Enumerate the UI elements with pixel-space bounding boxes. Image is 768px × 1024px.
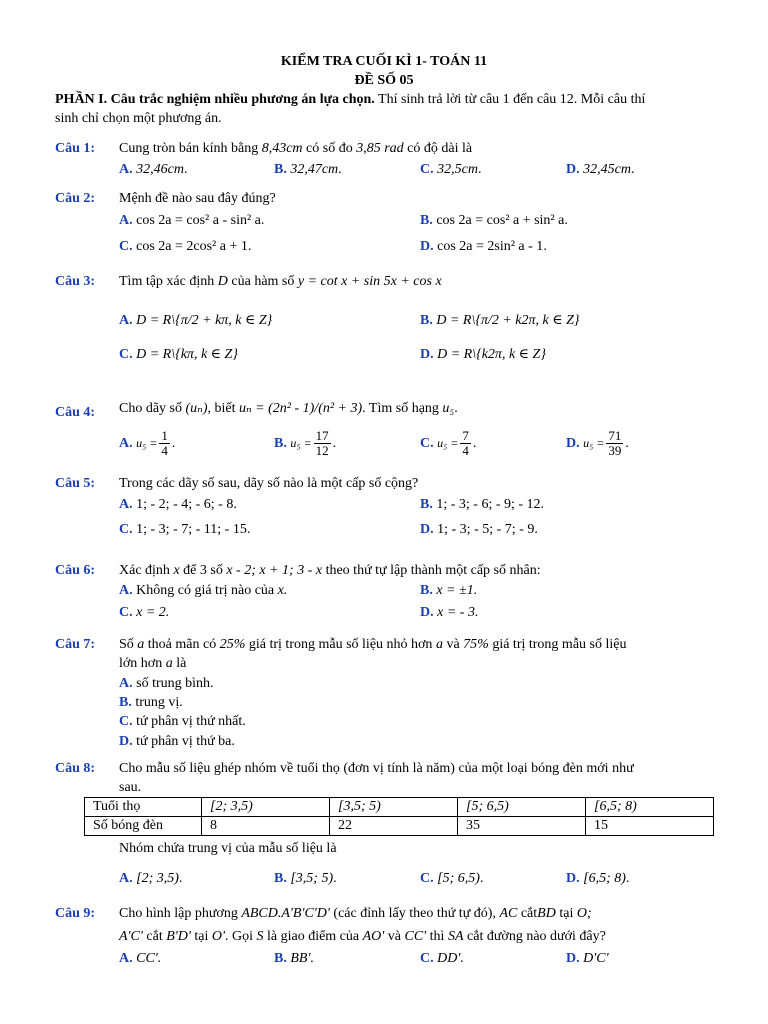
option-7c[interactable]: C. tứ phân vị thứ nhất. [119,714,246,729]
option-4d[interactable]: D. u₅ = $\frac{71}{39}$ . [566,428,629,459]
table-cell: [2; 3,5) [202,798,330,817]
option-8a[interactable]: A. [2; 3,5). [119,871,183,886]
option-9c[interactable]: C. DD'. [420,951,464,966]
option-2a[interactable]: A. cos 2a = cos² a - sin² a. [119,213,265,228]
option-9d[interactable]: D. D'C' [566,951,609,966]
question-3-text: Tìm tập xác định D của hàm số y = cot x + sin 5x + cos x [119,274,442,289]
question-1-label: Câu 1: [55,141,96,156]
lifetime-table [84,797,714,836]
question-9-text-2: A'C' cắt B'D' tại O'. Gọi S là giao điểm của AO' và CC' thì SA cắt đường nào dưới đây? [119,929,606,944]
question-8-question: Nhóm chứa trung vị của mẫu số liệu là [119,841,337,856]
question-9-text: Cho hình lập phương ABCD.A'B'C'D' (các đỉnh lấy theo thứ tự đó), AC cắtBD tại O; [119,906,592,921]
table-cell: [3,5; 5) [330,798,458,817]
option-5a[interactable]: A. 1; - 2; - 4; - 6; - 8. [119,497,237,512]
option-5c[interactable]: C. 1; - 3; - 7; - 11; - 15. [119,522,251,537]
option-6b[interactable]: B. x = ±1. [420,583,478,598]
option-8c[interactable]: C. [5; 6,5). [420,871,484,886]
option-9a[interactable]: A. CC'. [119,951,162,966]
table-cell: 35 [458,817,586,836]
option-3c[interactable]: C. D = R\{kπ, k ∈ Z} [119,347,238,362]
table-cell: Tuổi thọ [85,798,202,817]
option-2c[interactable]: C. cos 2a = 2cos² a + 1. [119,239,252,254]
question-4-text: Cho dãy số (uₙ), biết uₙ = (2n² - 1)/(n² + 3). Tìm số hạng u₅. [119,401,458,416]
exam-title: KIỂM TRA CUỐI KÌ 1- TOÁN 11 [280,54,488,69]
option-2b[interactable]: B. cos 2a = cos² a + sin² a. [420,213,568,228]
option-5b[interactable]: B. 1; - 3; - 6; - 9; - 12. [420,497,545,512]
table-row [85,798,714,817]
option-4c[interactable]: C. u₅ = $\frac{7}{4}$ . [420,428,477,459]
option-1d[interactable]: D. 32,45cm. [566,162,635,177]
option-2d[interactable]: D. cos 2a = 2sin² a - 1. [420,239,547,254]
option-8d[interactable]: D. [6,5; 8). [566,871,630,886]
option-4a[interactable]: A. u₅ = $\frac{1}{4}$ . [119,428,176,459]
question-5-text: Trong các dãy số sau, dãy số nào là một cấp số cộng? [119,476,419,491]
question-2-text: Mệnh đề nào sau đây đúng? [119,191,276,206]
table-cell: 15 [586,817,714,836]
question-9-label: Câu 9: [55,906,96,921]
option-3a[interactable]: A. D = R\{π/2 + kπ, k ∈ Z} [119,313,273,328]
exam-subtitle: ĐỀ SỐ 05 [354,73,414,88]
option-7d[interactable]: D. tứ phân vị thứ ba. [119,734,235,749]
option-5d[interactable]: D. 1; - 3; - 5; - 7; - 9. [420,522,538,537]
option-6a[interactable]: A. Không có giá trị nào của x. [119,583,288,598]
table-cell: 8 [202,817,330,836]
table-cell: Số bóng đèn [85,817,202,836]
question-7-label: Câu 7: [55,637,96,652]
option-4b[interactable]: B. u₅ = $\frac{17}{12}$ . [274,428,337,459]
question-8-text-2: sau. [119,780,142,795]
question-7-text: Số a thoả mãn có 25% giá trị trong mẫu số liệu nhỏ hơn a và 75% giá trị trong mẫu số liệu [119,637,627,652]
table-row [85,817,714,836]
option-1b[interactable]: B. 32,47cm. [274,162,342,177]
table-cell: [6,5; 8) [586,798,714,817]
question-2-label: Câu 2: [55,191,96,206]
option-7b[interactable]: B. trung vị. [119,695,183,710]
option-9b[interactable]: B. BB'. [274,951,314,966]
question-8-text: Cho mẫu số liệu ghép nhóm về tuổi thọ (đơn vị tính là năm) của một loại bóng đèn mới như [119,761,634,776]
option-1c[interactable]: C. 32,5cm. [420,162,482,177]
question-8-label: Câu 8: [55,761,96,776]
question-6-text: Xác định x để 3 số x - 2; x + 1; 3 - x theo thứ tự lập thành một cấp số nhân: [119,563,541,578]
option-6c[interactable]: C. x = 2. [119,605,170,620]
table-cell: [5; 6,5) [458,798,586,817]
part-instruction: sinh chỉ chọn một phương án. [55,111,222,126]
question-7-text-2: lớn hơn a là [119,656,187,671]
option-1a[interactable]: A. 32,46cm. [119,162,188,177]
question-5-label: Câu 5: [55,476,96,491]
table-cell: 22 [330,817,458,836]
question-6-label: Câu 6: [55,563,96,578]
option-7a[interactable]: A. số trung bình. [119,676,214,691]
part-heading: PHẦN I. Câu trắc nghiệm nhiều phương án lựa chọn. Thí sinh trả lời từ câu 1 đến câu 12. Mỗi câu thí [55,92,646,107]
question-4-label: Câu 4: [55,405,96,420]
option-3b[interactable]: B. D = R\{π/2 + k2π, k ∈ Z} [420,313,580,328]
question-1-text: Cung tròn bán kính bằng 8,43cm có số đo 3,85 rad có độ dài là [119,141,473,156]
option-6d[interactable]: D. x = - 3. [420,605,479,620]
option-3d[interactable]: D. D = R\{k2π, k ∈ Z} [420,347,546,362]
option-8b[interactable]: B. [3,5; 5). [274,871,337,886]
question-3-label: Câu 3: [55,274,96,289]
